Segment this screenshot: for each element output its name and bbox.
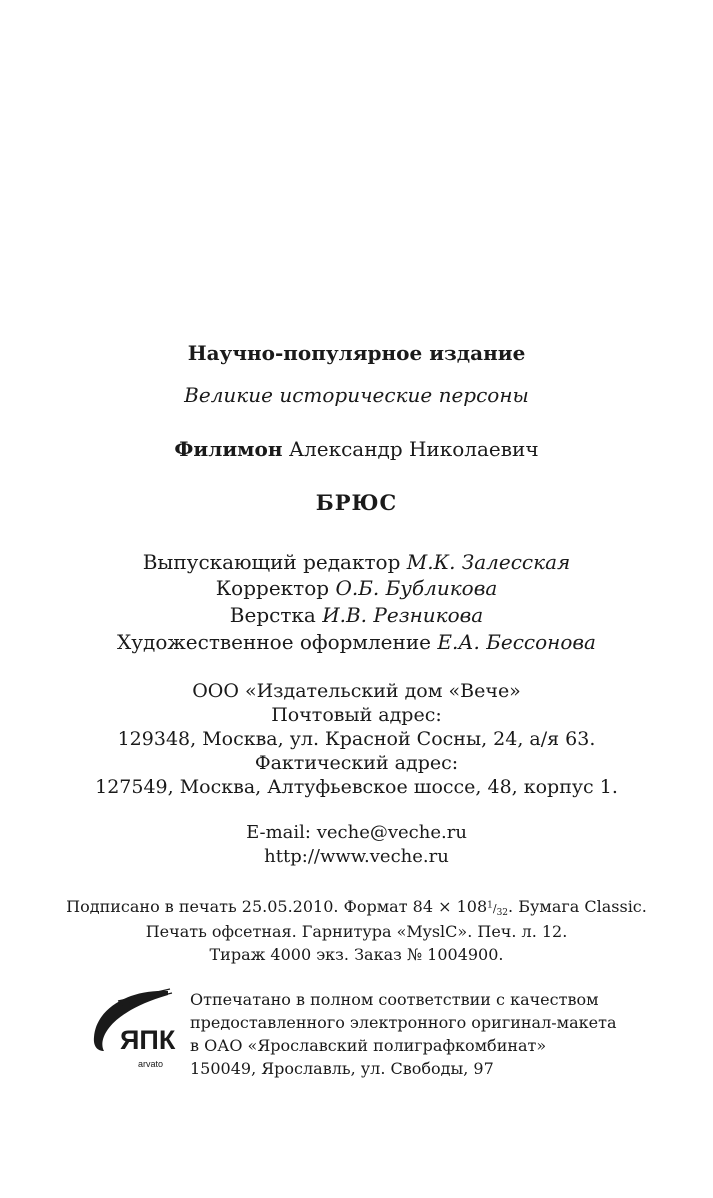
format-fraction: $^1/_{32}$	[487, 900, 509, 919]
print-line-2: Печать офсетная. Гарнитура «MyslC». Печ. л. 12.	[145, 922, 568, 941]
format-denominator: 32	[496, 908, 509, 919]
credit-role: Выпускающий редактор	[142, 550, 401, 574]
author	[0, 437, 713, 461]
postal-address: 129348, Москва, ул. Красной Сосны, 24, а/я 63.	[117, 728, 596, 750]
credit-person: О.Б. Бубликова	[335, 576, 498, 600]
publisher-email: E-mail: veche@veche.ru	[246, 822, 467, 843]
publisher-name: ООО «Издательский дом «Вече»	[192, 680, 521, 702]
credit-editor	[0, 550, 713, 574]
format-numerator: 1	[487, 900, 493, 911]
credit-person: Е.А. Бессонова	[437, 630, 596, 654]
printer-line: предоставленного электронного оригинал-макета	[190, 1013, 617, 1032]
publisher-website: http://www.veche.ru	[264, 846, 449, 867]
author-name: Александр Николаевич	[288, 437, 539, 461]
paper-text: . Бумага Classic.	[508, 897, 647, 916]
credit-role: Художественное оформление	[117, 630, 432, 654]
series-title: Великие исторические персоны	[184, 383, 529, 407]
printer-info	[190, 988, 617, 1080]
print-line-3: Тираж 4000 экз. Заказ № 1004900.	[209, 945, 504, 964]
credit-layout	[0, 603, 713, 627]
postal-label: Почтовый адрес:	[271, 704, 442, 726]
actual-label: Фактический адрес:	[254, 752, 459, 774]
credit-design	[0, 630, 713, 654]
printer-line: 150049, Ярославль, ул. Свободы, 97	[190, 1059, 494, 1078]
author-surname: Филимон	[174, 437, 283, 461]
credit-person: М.К. Залесская	[406, 550, 571, 574]
print-signed-text: Подписано в печать 25.05.2010. Формат 84 × 108	[66, 897, 488, 916]
book-title: БРЮС	[315, 490, 398, 515]
credit-corrector	[0, 576, 713, 600]
actual-address: 127549, Москва, Алтуфьевское шоссе, 48, корпус 1.	[95, 776, 618, 798]
logo-subtext: arvato	[138, 1059, 164, 1069]
logo-text: ЯПК	[120, 1025, 176, 1055]
credit-role: Корректор	[215, 576, 330, 600]
printer-logo	[88, 985, 184, 1071]
credit-role: Верстка	[229, 603, 316, 627]
credit-person: И.В. Резникова	[322, 603, 484, 627]
printer-line: Отпечатано в полном соответствии с качеством	[190, 990, 599, 1009]
print-signed-line	[0, 897, 713, 918]
printer-line: в ОАО «Ярославский полиграфкомбинат»	[190, 1036, 547, 1055]
genre: Научно-популярное издание	[187, 341, 526, 365]
